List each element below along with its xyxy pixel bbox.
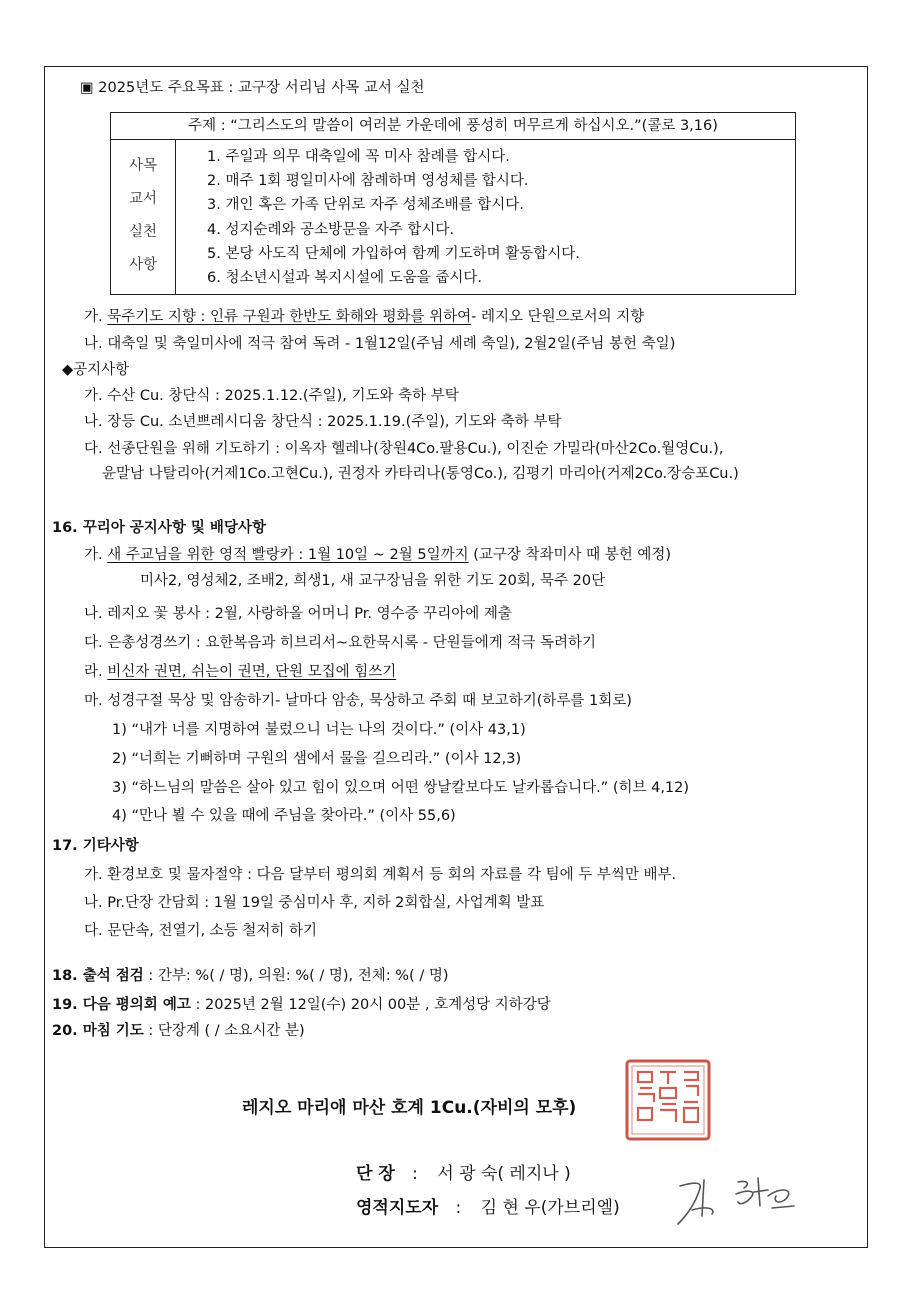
handwritten-signature	[672, 1166, 802, 1232]
s16-ga-suffix: (교구장 착좌미사 때 봉헌 예정)	[468, 547, 672, 563]
leader-colon: :	[412, 1164, 418, 1184]
goal-side-label-3: 실천	[128, 224, 157, 240]
notice-item: 다. 선종단원을 위해 기도하기 : 이옥자 헬레나(창원4Co.팔용Cu.), 이진순 가밀라(마산2Co.월영Cu.),	[84, 441, 724, 457]
director-name: 김 현 우(가브리엘)	[480, 1198, 620, 1218]
leader-name: 서 광 숙( 레지나 )	[437, 1164, 571, 1184]
section-17-ga: 가. 환경보호 및 물자절약 : 다음 달부터 평의회 계획서 등 회의 자료를 각 팀에 두 부씩만 배부.	[84, 867, 677, 883]
section-16-ga-detail: 미사2, 영성체2, 조배2, 희생1, 새 교구장님을 위한 기도 20회, 묵주 20단	[140, 573, 606, 589]
goal-item: 5. 본당 사도직 단체에 가입하여 함께 기도하며 활동합시다.	[207, 245, 580, 262]
notice-item-continued: 윤말남 나탈리아(거제1Co.고현Cu.), 권정자 카타리나(통영Co.), 김평기 마리아(거제2Co.장승포Cu.)	[102, 466, 739, 482]
goal-items-list	[207, 145, 580, 290]
goal-side-label-1: 사목	[128, 158, 157, 174]
section-17-heading: 17. 기타사항	[52, 838, 139, 854]
section-16-na: 나. 레지오 꽃 봉사 : 2월, 사랑하올 어머니 Pr. 영수증 꾸리아에 제출	[84, 606, 512, 622]
goal-item: 6. 청소년시설과 복지시설에 도움을 줍시다.	[207, 270, 482, 287]
prayer-intention	[84, 307, 644, 327]
goal-side-cell	[111, 140, 176, 294]
goal-side-label-4: 사항	[128, 257, 157, 273]
section-16-ma: 마. 성경구절 묵상 및 암송하기- 날마다 암송, 묵상하고 주회 때 보고하기(하루를 1회로)	[84, 693, 632, 709]
goal-item: 1. 주일과 의무 대축일에 꼭 미사 참례를 합시다.	[207, 149, 510, 165]
notice-item: 가. 수산 Cu. 창단식 : 2025.1.12.(주일), 기도와 축하 부탁	[84, 388, 459, 404]
s16-ga-prefix: 가.	[84, 547, 108, 563]
goal-item: 3. 개인 혹은 가족 단위로 자주 성체조배를 합시다.	[207, 197, 524, 214]
leader-row	[356, 1162, 571, 1186]
s16-ra-underlined: 비신자 권면, 쉬는이 권면, 단원 모집에 힘쓰기	[107, 664, 397, 680]
verse-item: 2) “너희는 기뻐하며 구원의 샘에서 물을 길으리라.” (이사 12,3)	[112, 751, 522, 767]
notice-item: 나. 장등 Cu. 소년쁘레시디움 창단식 : 2025.1.19.(주일), 기도와 축하 부탁	[84, 414, 562, 430]
curia-seal-stamp	[624, 1058, 712, 1142]
feast-mass-note: 나. 대축일 및 축일미사에 적극 참여 독려 - 1월12일(주님 세례 축일), 2월2일(주님 봉헌 축일)	[84, 336, 676, 352]
section-16-ra	[84, 662, 396, 682]
section-19	[52, 995, 551, 1015]
s16-ra-prefix: 라.	[84, 664, 108, 680]
prayer-ga-prefix: 가.	[84, 309, 108, 325]
next-meeting-text: : 2025년 2월 12일(수) 20시 00분 , 호계성당 지하강당	[190, 997, 551, 1013]
section-17-da: 다. 문단속, 전열기, 소등 철저히 하기	[84, 923, 317, 939]
section-18	[52, 966, 448, 986]
goal-title: ▣ 2025년도 주요목표 : 교구장 서리님 사목 교서 실천	[80, 80, 425, 96]
verse-item: 1) “내가 너를 지명하여 불렀으니 너는 나의 것이다.” (이사 43,1)	[112, 722, 526, 738]
attendance-text: : 간부: %( / 명), 의원: %( / 명), 전체: %( / 명)	[143, 968, 449, 984]
leader-label: 단 장	[356, 1164, 395, 1184]
notice-heading: ◆공지사항	[62, 362, 130, 378]
goal-item: 2. 매주 1회 평일미사에 참례하며 영성체를 합시다.	[207, 173, 529, 190]
section-20	[52, 1021, 305, 1041]
goal-theme: 주제 : “그리스도의 말씀이 여러분 가운데에 풍성히 머무르게 하십시오.”(콜로 3,16)	[111, 113, 795, 140]
closing-prayer-text: : 단장계 ( / 소요시간 분)	[143, 1023, 305, 1039]
section-16-heading: 16. 꾸리아 공지사항 및 배당사항	[52, 520, 266, 536]
section-16-ga	[84, 545, 671, 565]
prayer-ga-underlined: 묵주기도 지향 : 인류 구원과 한반도 화해와 평화를 위하여	[107, 309, 472, 325]
goal-table	[110, 112, 796, 295]
director-row	[356, 1196, 620, 1220]
director-colon: :	[455, 1198, 462, 1218]
s16-ga-underlined: 새 주교님을 위한 영적 빨랑카 : 1월 10일 ~ 2월 5일까지	[107, 547, 469, 563]
goal-item: 4. 성지순례와 공소방문을 자주 합시다.	[207, 221, 454, 238]
goal-side-label-2: 교서	[128, 191, 157, 207]
section-17-na: 나. Pr.단장 간담회 : 1월 19일 중심미사 후, 지하 2회합실, 사업계획 발표	[84, 895, 545, 911]
section-16-da: 다. 은총성경쓰기 : 요한복음과 히브리서~요한묵시록 - 단원들에게 적극 독려하기	[84, 635, 596, 651]
organization-name: 레지오 마리애 마산 호계 1Cu.(자비의 모후)	[242, 1098, 577, 1118]
next-meeting-label: 19. 다음 평의회 예고	[52, 997, 191, 1013]
verse-item: 4) “만나 뵐 수 있을 때에 주님을 찾아라.” (이사 55,6)	[112, 808, 456, 824]
attendance-label: 18. 출석 점검	[52, 968, 144, 984]
verse-item: 3) “하느님의 말씀은 살아 있고 힘이 있으며 어떤 쌍날칼보다도 날카롭습니다.” (히브 4,12)	[112, 780, 690, 796]
director-label: 영적지도자	[356, 1198, 439, 1218]
closing-prayer-label: 20. 마침 기도	[52, 1023, 144, 1039]
prayer-ga-suffix: - 레지오 단원으로서의 지향	[471, 309, 645, 325]
